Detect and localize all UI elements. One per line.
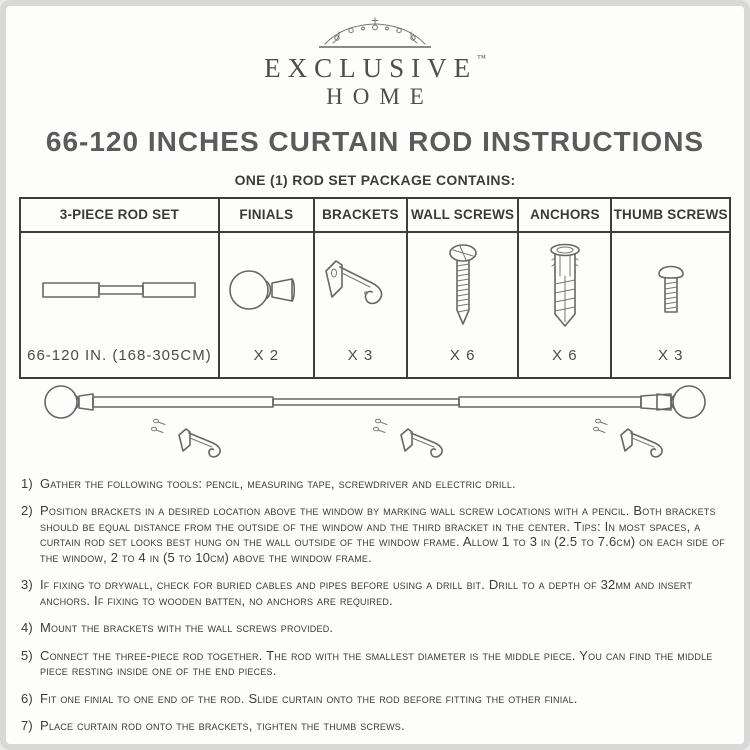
step-text: Connect the three-piece rod together. The rod with the smallest diameter is the middle piece. You can find the middle piece resting inside one of the end pieces. xyxy=(40,647,713,679)
brackets-qty: X 3 xyxy=(347,346,374,364)
cell-anchors xyxy=(518,232,611,378)
step-number: 7) xyxy=(21,718,33,734)
step-3 xyxy=(21,577,729,608)
step-number: 4) xyxy=(21,620,33,636)
step-text: Gather the following tools: pencil, measuring tape, screwdriver and electric drill. xyxy=(40,475,516,491)
step-number: 2) xyxy=(21,503,33,519)
step-1 xyxy=(21,476,729,492)
parts-table-body-row xyxy=(20,232,730,378)
wall-screws-qty: X 6 xyxy=(449,346,476,364)
step-4 xyxy=(21,620,729,636)
step-text: If fixing to drywall, check for buried cables and pipes before using a drill bit. Drill to a depth of 32mm and insert anchors. If fixing to wooden batten, no anchors are required. xyxy=(40,577,693,608)
cell-finials xyxy=(219,232,314,378)
brand-name-top: EXCLUSIVE™ xyxy=(264,53,486,83)
wall-screw-icon xyxy=(446,244,480,336)
col-header-finials: FINIALS xyxy=(219,198,314,232)
rod-3-piece-icon xyxy=(39,276,199,304)
wall-bracket-icon xyxy=(320,257,400,323)
trademark-symbol: ™ xyxy=(477,53,486,63)
wall-anchor-icon xyxy=(547,242,583,338)
col-header-thumb-screws: THUMB SCREWS xyxy=(611,198,730,232)
step-number: 5) xyxy=(21,647,33,663)
step-2 xyxy=(21,503,729,565)
col-header-anchors: ANCHORS xyxy=(518,198,611,232)
cell-brackets xyxy=(314,232,407,378)
filigree-crest-icon xyxy=(295,16,455,52)
parts-table xyxy=(19,197,731,379)
rod-size-label: 66-120 IN. (168-305CM) xyxy=(27,346,212,364)
col-header-rod-set: 3-PIECE ROD SET xyxy=(20,198,219,232)
instruction-steps xyxy=(19,476,731,734)
step-6 xyxy=(21,691,729,707)
thumb-screw-icon xyxy=(655,258,687,322)
col-header-brackets: BRACKETS xyxy=(314,198,407,232)
step-text: Place curtain rod onto the brackets, tighten the thumb screws. xyxy=(40,718,405,734)
col-header-wall-screws: WALL SCREWS xyxy=(407,198,518,232)
brand-name-bottom: HOME xyxy=(326,83,434,109)
step-text: Position brackets in a desired location above the window by marking wall screw locations with a pencil. Both brackets should be equal distance from the outside of the window and the third bracket in the center. Tips: In most spaces, a curtain rod set looks best hung on the wall outside of the window frame. Allow 1 to 3 in (2.5 to 7.6cm) on each side of the window, 2 to 4 in (5 to 10cm) above the window frame. xyxy=(40,503,725,565)
step-number: 3) xyxy=(21,577,33,593)
step-5 xyxy=(21,648,729,679)
page-content xyxy=(6,16,744,734)
step-number: 1) xyxy=(21,475,33,491)
assembled-rod-with-finials-and-three-brackets-icon xyxy=(19,383,731,471)
cell-wall-screws xyxy=(407,232,518,378)
package-contains-heading: ONE (1) ROD SET PACKAGE CONTAINS: xyxy=(234,171,516,188)
anchors-qty: X 6 xyxy=(552,346,578,364)
parts-table-header-row xyxy=(20,198,730,232)
step-number: 6) xyxy=(21,690,33,706)
brand-logo xyxy=(19,16,731,109)
cell-thumb-screws xyxy=(611,232,730,378)
page-title: 66-120 INCHES CURTAIN ROD INSTRUCTIONS xyxy=(45,125,705,157)
cell-rod-set xyxy=(20,232,219,378)
step-text: Fit one finial to one end of the rod. Slide curtain onto the rod before fitting the other finial. xyxy=(40,690,578,706)
finials-qty: X 2 xyxy=(253,346,280,364)
step-7 xyxy=(21,718,729,734)
step-text: Mount the brackets with the wall screws provided. xyxy=(40,620,334,636)
thumb-screws-qty: X 3 xyxy=(657,346,684,364)
ball-finial-icon xyxy=(226,264,306,316)
